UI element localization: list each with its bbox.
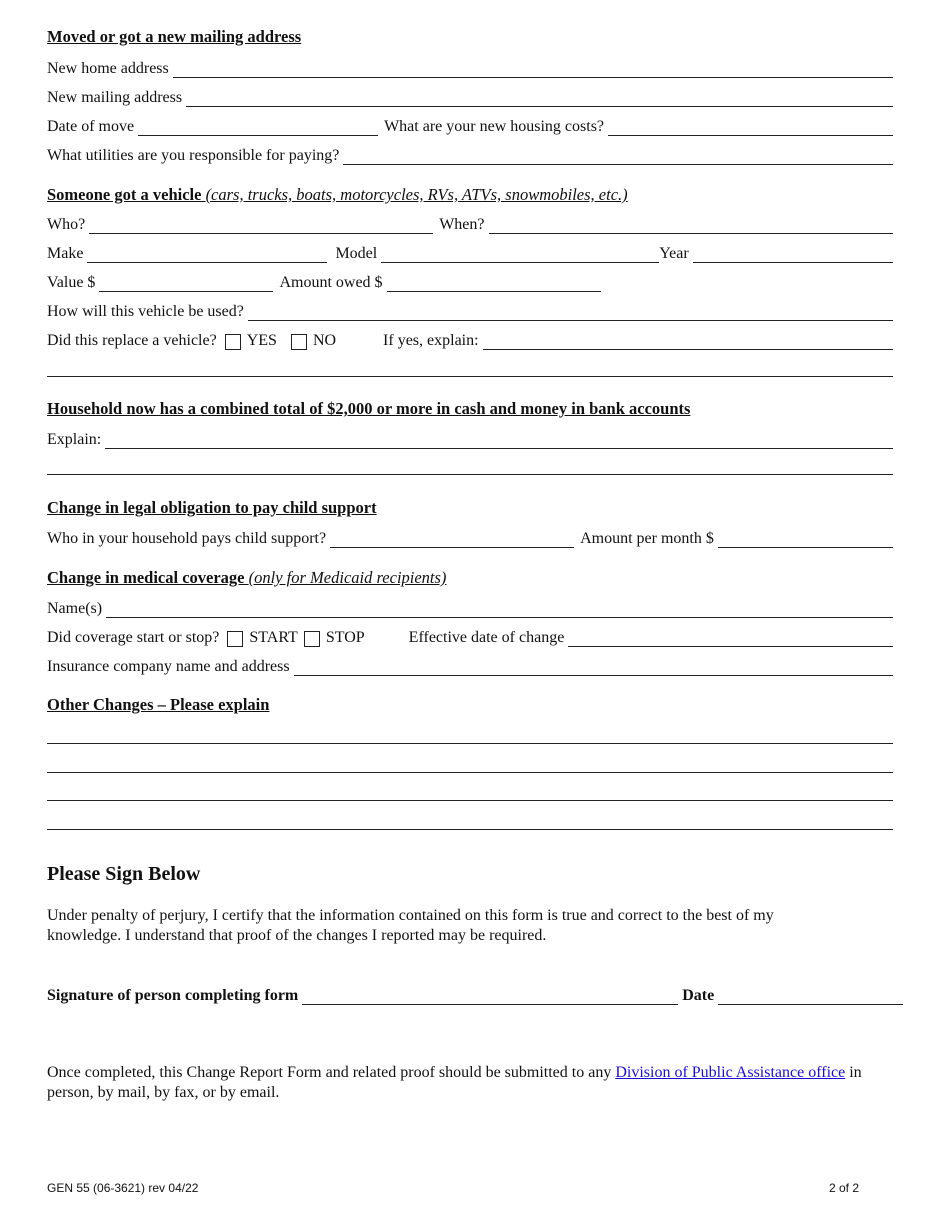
cash-explain-field[interactable]	[105, 432, 893, 449]
date-of-move-row	[47, 114, 893, 136]
submit-text	[47, 1063, 903, 1103]
section-header-medical	[47, 568, 446, 588]
amount-owed-field[interactable]	[387, 275, 601, 292]
utilities-label: What utilities are you responsible for paying?	[47, 147, 340, 164]
who-label: Who?	[47, 216, 86, 233]
stop-checkbox[interactable]	[304, 631, 320, 647]
make-label: Make	[47, 245, 84, 262]
section-header-cash: Household now has a combined total of $2,000 or more in cash and money in bank accounts	[47, 399, 691, 418]
replace-vehicle-label: Did this replace a vehicle?	[47, 332, 217, 349]
cash-explain-row	[47, 427, 893, 449]
coverage-start-stop-label: Did coverage start or stop?	[47, 629, 220, 646]
section-header-moved: Moved or got a new mailing address	[47, 27, 302, 46]
who-when-row	[47, 212, 893, 234]
section-header-vehicle	[47, 185, 628, 205]
submit-text-before: Once completed, this Change Report Form and related proof should be submitted to any	[47, 1064, 612, 1081]
section-header-other: Other Changes – Please explain	[47, 695, 270, 714]
signature-label: Signature of person completing form	[47, 987, 299, 1004]
vehicle-use-row	[47, 299, 893, 321]
date-label: Date	[682, 987, 715, 1004]
child-support-row	[47, 526, 893, 548]
value-label: Value $	[47, 274, 96, 291]
make-field[interactable]	[87, 246, 327, 263]
date-field[interactable]	[718, 988, 903, 1005]
effective-date-label: Effective date of change	[408, 629, 565, 646]
value-owed-row	[47, 270, 893, 292]
explain-continuation-line[interactable]	[47, 376, 893, 377]
form-id: GEN 55 (06-3621) rev 04/22	[47, 1181, 199, 1195]
housing-costs-label: What are your new housing costs?	[384, 118, 605, 135]
value-field[interactable]	[99, 275, 273, 292]
submit-text-after: in person, by mail, by fax, or by email.	[47, 1064, 862, 1101]
names-row	[47, 596, 893, 618]
new-home-address-row	[47, 56, 893, 78]
insurance-field[interactable]	[294, 659, 893, 676]
no-label: NO	[312, 332, 337, 349]
start-checkbox[interactable]	[227, 631, 243, 647]
vehicle-use-label: How will this vehicle be used?	[47, 303, 244, 320]
medical-header-note: (only for Medicaid recipients)	[248, 568, 447, 587]
start-label: START	[249, 629, 298, 646]
year-field[interactable]	[693, 246, 893, 263]
medical-header-text: Change in medical coverage	[47, 568, 245, 587]
utilities-row	[47, 143, 893, 165]
insurance-row	[47, 654, 893, 676]
signature-row	[47, 983, 903, 1005]
amount-per-month-field[interactable]	[718, 531, 893, 548]
model-field[interactable]	[381, 246, 659, 263]
utilities-field[interactable]	[343, 148, 893, 165]
new-home-address-label: New home address	[47, 60, 169, 77]
who-pays-field[interactable]	[330, 531, 574, 548]
signature-field[interactable]	[302, 988, 678, 1005]
certify-text: Under penalty of perjury, I certify that the information contained on this form is true and correct to the best of my knowledge. I understand that proof of the changes I reported may be required.	[47, 907, 774, 944]
cash-explain-continuation-line[interactable]	[47, 474, 893, 475]
other-line-1[interactable]	[47, 743, 893, 744]
date-of-move-field[interactable]	[138, 119, 378, 136]
insurance-label: Insurance company name and address	[47, 658, 290, 675]
vehicle-use-field[interactable]	[248, 304, 893, 321]
who-pays-label: Who in your household pays child support?	[47, 530, 327, 547]
other-line-2[interactable]	[47, 772, 893, 773]
if-yes-explain-field[interactable]	[483, 333, 893, 350]
other-line-4[interactable]	[47, 829, 893, 830]
vehicle-header-note: (cars, trucks, boats, motorcycles, RVs, ATVs, snowmobiles, etc.)	[205, 185, 628, 204]
yes-checkbox[interactable]	[225, 334, 241, 350]
effective-date-field[interactable]	[568, 630, 893, 647]
yes-label: YES	[246, 332, 277, 349]
amount-owed-label: Amount owed $	[279, 274, 383, 291]
division-office-link[interactable]: Division of Public Assistance office	[615, 1064, 846, 1081]
new-mailing-address-label: New mailing address	[47, 89, 183, 106]
new-home-address-field[interactable]	[173, 61, 893, 78]
new-mailing-address-row	[47, 85, 893, 107]
date-of-move-label: Date of move	[47, 118, 135, 135]
when-label: When?	[439, 216, 485, 233]
names-label: Name(s)	[47, 600, 103, 617]
who-field[interactable]	[89, 217, 433, 234]
page-number: 2 of 2	[829, 1181, 860, 1195]
if-yes-explain-label: If yes, explain:	[383, 332, 479, 349]
other-line-3[interactable]	[47, 800, 893, 801]
stop-label: STOP	[325, 629, 365, 646]
year-label: Year	[659, 245, 689, 262]
sign-title: Please Sign Below	[47, 863, 201, 885]
vehicle-header-text: Someone got a vehicle	[47, 185, 202, 204]
names-field[interactable]	[106, 601, 893, 618]
housing-costs-field[interactable]	[608, 119, 893, 136]
when-field[interactable]	[489, 217, 893, 234]
no-checkbox[interactable]	[291, 334, 307, 350]
replace-vehicle-row	[47, 328, 893, 350]
section-header-child-support: Change in legal obligation to pay child support	[47, 498, 377, 517]
make-model-year-row	[47, 241, 893, 263]
new-mailing-address-field[interactable]	[186, 90, 893, 107]
coverage-row	[47, 625, 893, 647]
cash-explain-label: Explain:	[47, 431, 102, 448]
model-label: Model	[335, 245, 378, 262]
amount-per-month-label: Amount per month $	[580, 530, 714, 547]
